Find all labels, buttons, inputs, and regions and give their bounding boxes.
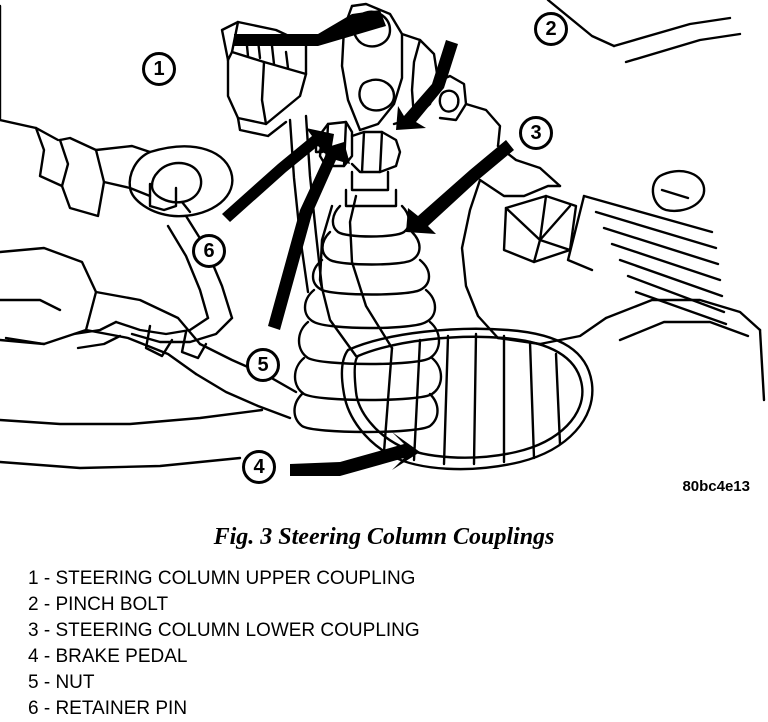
- legend-item: 1 - STEERING COLUMN UPPER COUPLING: [28, 568, 416, 589]
- legend-item: 5 - NUT: [28, 672, 95, 693]
- callout-4: 4: [242, 450, 276, 484]
- legend-item: 4 - BRAKE PEDAL: [28, 646, 188, 667]
- legend-item: 2 - PINCH BOLT: [28, 594, 169, 615]
- legend-item: 6 - RETAINER PIN: [28, 698, 188, 719]
- callout-5: 5: [246, 348, 280, 382]
- figure-part-code: 80bc4e13: [682, 478, 750, 495]
- figure-caption: Fig. 3 Steering Column Couplings: [213, 524, 555, 550]
- legend-item: 3 - STEERING COLUMN LOWER COUPLING: [28, 620, 420, 641]
- callout-2: 2: [534, 12, 568, 46]
- figure-legend: [28, 566, 728, 722]
- callout-6: 6: [192, 234, 226, 268]
- callout-1: 1: [142, 52, 176, 86]
- callout-3: 3: [519, 116, 553, 150]
